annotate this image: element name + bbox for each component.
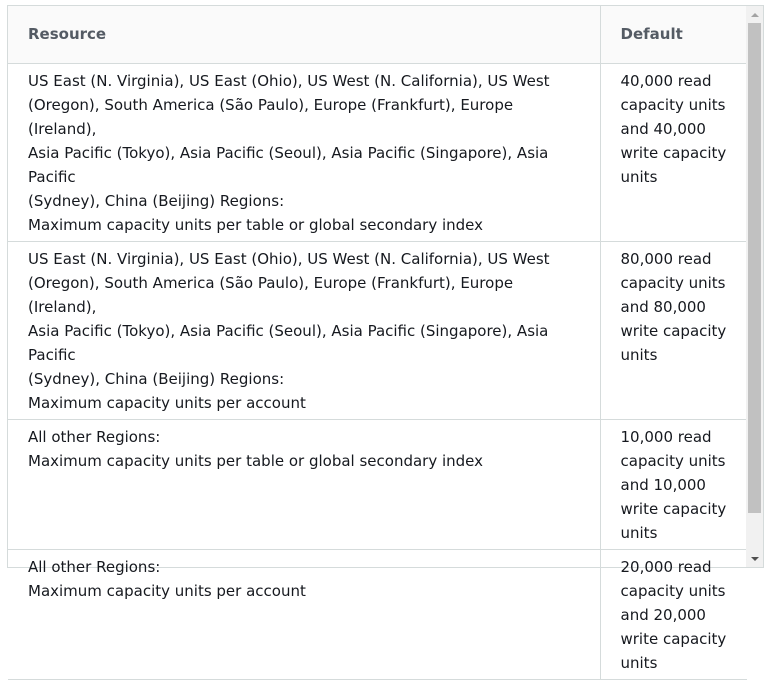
header-resource: Resource bbox=[8, 6, 600, 63]
vertical-scrollbar[interactable] bbox=[746, 6, 763, 567]
resource-line: (Sydney), China (Beijing) Regions: bbox=[28, 191, 285, 210]
resource-line: All other Regions: bbox=[28, 427, 161, 446]
triangle-down-icon bbox=[751, 557, 759, 561]
table-row bbox=[8, 419, 747, 549]
table-row bbox=[8, 549, 747, 679]
default-line: 80,000 read bbox=[620, 249, 712, 268]
default-line: capacity units bbox=[620, 273, 726, 292]
resource-line: Asia Pacific (Tokyo), Asia Pacific (Seoul), Asia Pacific (Singapore), Asia Pacific bbox=[28, 321, 549, 364]
scroll-up-button[interactable] bbox=[746, 6, 763, 23]
limits-table bbox=[8, 6, 747, 680]
resource-line: US East (N. Virginia), US East (Ohio), US West (N. California), US West bbox=[28, 71, 550, 90]
default-line: and 40,000 bbox=[620, 119, 706, 138]
resource-line: All other Regions: bbox=[28, 557, 161, 576]
default-line: write capacity bbox=[620, 499, 727, 518]
default-line: write capacity bbox=[620, 629, 727, 648]
default-line: units bbox=[620, 345, 658, 364]
triangle-up-icon bbox=[751, 13, 759, 17]
table-viewport[interactable] bbox=[8, 6, 747, 672]
resource-line: Asia Pacific (Tokyo), Asia Pacific (Seoul), Asia Pacific (Singapore), Asia Pacific bbox=[28, 143, 549, 186]
limits-table-container bbox=[7, 5, 764, 672]
default-line: write capacity bbox=[620, 321, 727, 340]
default-line: units bbox=[620, 653, 658, 672]
default-line: 20,000 read bbox=[620, 557, 712, 576]
default-line: capacity units bbox=[620, 451, 726, 470]
resource-cell bbox=[8, 63, 600, 241]
default-cell bbox=[600, 549, 747, 679]
header-default: Default bbox=[600, 6, 747, 63]
default-cell bbox=[600, 63, 747, 241]
default-line: 10,000 read bbox=[620, 427, 712, 446]
table-row bbox=[8, 241, 747, 419]
default-line: capacity units bbox=[620, 95, 726, 114]
resource-line: (Oregon), South America (São Paulo), Europe (Frankfurt), Europe (Ireland), bbox=[28, 95, 514, 138]
resource-line: US East (N. Virginia), US East (Ohio), US West (N. California), US West bbox=[28, 249, 550, 268]
resource-line: (Sydney), China (Beijing) Regions: bbox=[28, 369, 285, 388]
resource-cell bbox=[8, 419, 600, 549]
default-line: and 80,000 bbox=[620, 297, 706, 316]
default-cell bbox=[600, 241, 747, 419]
scrollbar-thumb[interactable] bbox=[748, 23, 761, 513]
table-row bbox=[8, 63, 747, 241]
resource-line: (Oregon), South America (São Paulo), Europe (Frankfurt), Europe (Ireland), bbox=[28, 273, 514, 316]
resource-cell bbox=[8, 549, 600, 679]
default-cell bbox=[600, 419, 747, 549]
default-line: capacity units bbox=[620, 581, 726, 600]
default-line: write capacity bbox=[620, 143, 727, 162]
default-line: units bbox=[620, 523, 658, 542]
table-header-row bbox=[8, 6, 747, 63]
resource-line: Maximum capacity units per table or global secondary index bbox=[28, 215, 484, 234]
default-line: and 10,000 bbox=[620, 475, 706, 494]
resource-line: Maximum capacity units per account bbox=[28, 393, 306, 412]
resource-line: Maximum capacity units per table or global secondary index bbox=[28, 451, 484, 470]
default-line: 40,000 read bbox=[620, 71, 712, 90]
default-line: units bbox=[620, 167, 658, 186]
resource-cell bbox=[8, 241, 600, 419]
resource-line: Maximum capacity units per account bbox=[28, 581, 306, 600]
default-line: and 20,000 bbox=[620, 605, 706, 624]
scroll-down-button[interactable] bbox=[746, 550, 763, 567]
